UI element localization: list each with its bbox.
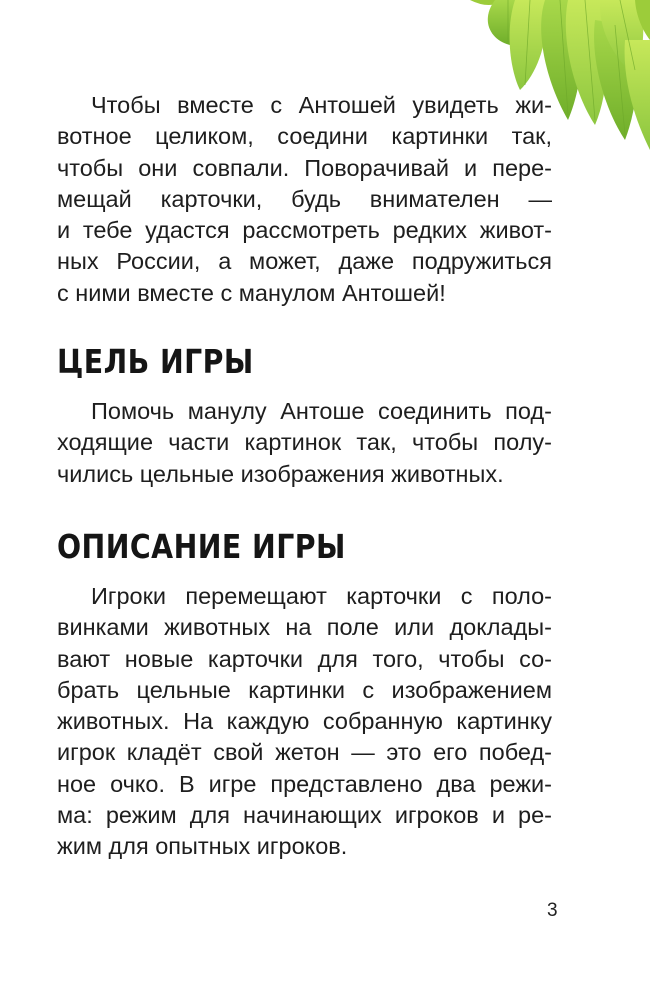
goal-paragraph [57, 396, 552, 490]
text-line: чились цельные изображения животных. [57, 460, 504, 487]
text-line: ма: режим для начинающих игроков и ре- [57, 802, 552, 829]
text-line: Чтобы вместе с Антошей увидеть жи- [91, 92, 552, 118]
text-line: с ними вместе с манулом Антошей! [57, 279, 446, 306]
text-line: Игроки перемещают карточки с поло- [91, 582, 552, 609]
text-line: Помочь манулу Антоше соединить под- [91, 398, 552, 425]
text-line: жим для опытных игроков. [57, 833, 348, 860]
text-line: и тебе удастся рассмотреть редких живот- [57, 217, 552, 244]
page-content [57, 90, 552, 863]
text-line: вают новые карточки для того, чтобы со- [57, 645, 552, 672]
text-line: ных России, а может, даже подружиться [57, 248, 552, 275]
text-line: ходящие части картинок так, чтобы полу- [57, 429, 552, 456]
text-line: животных. На каждую собранную картинку [57, 708, 552, 735]
text-line: винками животных на поле или доклады- [57, 614, 552, 641]
text-line: мещай карточки, будь внимателен — [57, 185, 552, 212]
text-line: чтобы они совпали. Поворачивай и пере- [57, 154, 552, 181]
description-heading: ОПИСАНИЕ ИГРЫ [57, 526, 346, 566]
description-paragraph [57, 581, 552, 863]
text-line: игрок кладёт свой жетон — это его побед- [57, 739, 552, 766]
text-line: брать цельные картинки с изображением [57, 676, 552, 703]
page-number: 3 [547, 900, 558, 921]
goal-heading: ЦЕЛЬ ИГРЫ [57, 342, 254, 382]
intro-paragraph [57, 90, 552, 309]
text-line: вотное целиком, соедини картинки так, [57, 123, 552, 150]
text-line: ное очко. В игре представлено два режи- [57, 770, 552, 797]
